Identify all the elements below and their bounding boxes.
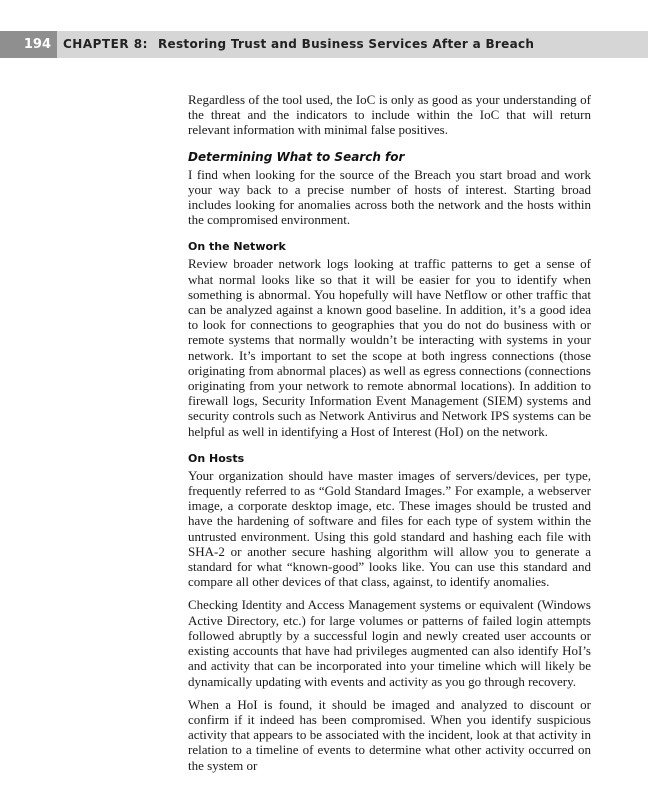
chapter-title: Restoring Trust and Business Services After a Breach: [158, 37, 535, 51]
paragraph-search-intro: I find when looking for the source of the Breach you start broad and work your way back to a precise number of hosts of interest. Starting broad includes looking for anomalies across both the network and the hosts within the compromised environment.: [188, 166, 591, 228]
page-body: [188, 92, 591, 781]
page-number: 194: [0, 31, 57, 58]
subsection-heading-hosts: On Hosts: [188, 451, 245, 465]
running-header: [0, 31, 648, 58]
paragraph-network: Review broader network logs looking at traffic patterns to get a sense of what normal looks like so that it will be easier for you to identify when something is abnormal. You hopefully will have Netflow or other traffic that can be analyzed against a known good baseline. In addition, it’s a good idea to look for connections to geographies that you do not do business with or remote systems that normally wouldn’t be interacting with systems in your network. It’s important to set the scope at both ingress connections (those originating from abnormal places) as well as egress connections (connections originating from your network to remote abnormal locations). In addition to firewall logs, Security Information Event Management (SIEM) systems and security controls such as Network Antivirus and Network IPS systems can be helpful as well in identifying a Host of Interest (HoI) on the network.: [188, 256, 591, 439]
subsection-heading-network: On the Network: [188, 240, 286, 254]
chapter-label: CHAPTER 8:: [63, 37, 148, 51]
paragraph-ioc: Regardless of the tool used, the IoC is only as good as your understanding of the threat and the indicators to include within the IoC that will return relevant information with minimal false positives.: [188, 92, 591, 138]
paragraph-gold-images: Your organization should have master images of servers/devices, per type, frequently referred to as “Gold Standard Images.” For example, a webserver image, a corporate desktop image, etc. These images should be trusted and have the hardening of software and files for each type of system within the untrusted environment. Using this gold standard and hashing each file with SHA-2 or another secure hashing algorithm will allow you to generate a standard for what “known-good” looks like. You can use this standard and compare all other devices of that class, against, to identify anomalies.: [188, 467, 591, 590]
paragraph-iam: Checking Identity and Access Management systems or equivalent (Windows Active Directory, etc.) for large volumes or patterns of failed login attempts followed abruptly by a successful login and newly created user accounts or existing accounts that have had privileges augmented can also identify HoI’s and activity that can be incorporated into your timeline which will likely be dynamically updating with events and activity as you go through recovery.: [188, 597, 591, 689]
paragraph-hoi: When a HoI is found, it should be imaged and analyzed to discount or confirm if it indeed has been compromised. When you identify suspicious activity that appears to be associated with the incident, look at that activity in relation to a timeline of events to determine what other activity occurred on the system or: [188, 696, 591, 773]
section-heading: Determining What to Search for: [188, 149, 405, 164]
